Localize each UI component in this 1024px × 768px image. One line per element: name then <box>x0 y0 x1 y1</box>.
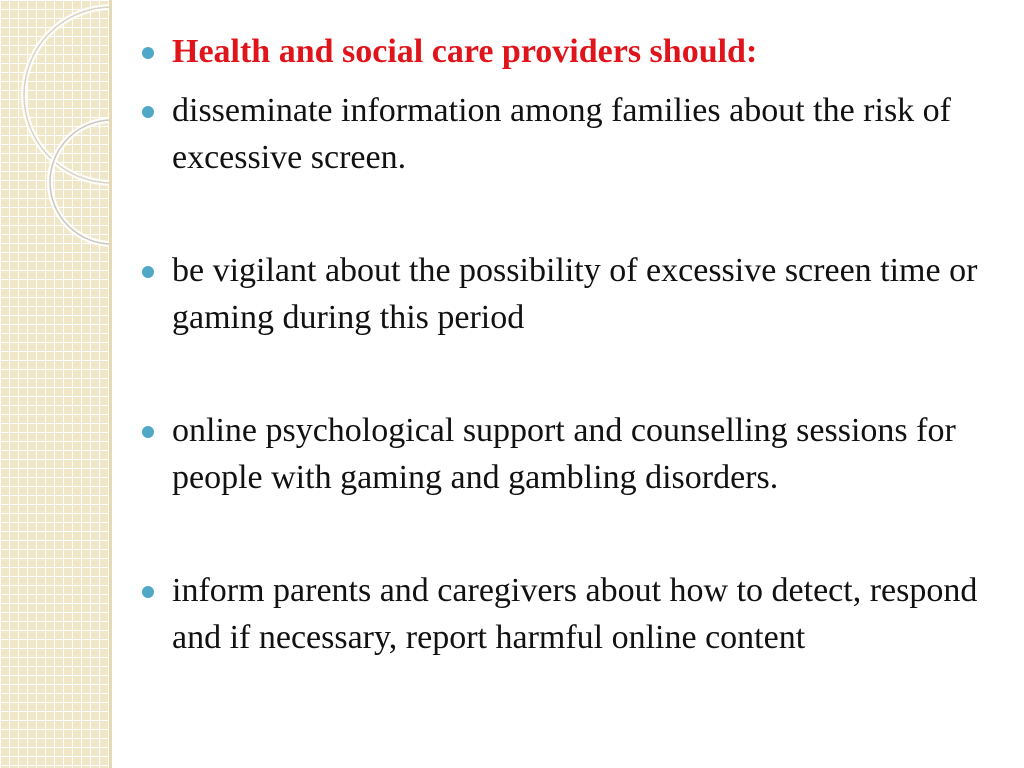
bullet-dot-icon <box>142 106 154 118</box>
slide-heading: Health and social care providers should: <box>172 33 758 70</box>
list-item <box>136 567 996 661</box>
bullet-text: disseminate information among families about the risk of excessive screen. <box>172 92 951 176</box>
bullet-dot-icon <box>142 586 154 598</box>
bullet-list <box>136 28 996 661</box>
ring-decoration-icon <box>0 0 112 260</box>
bullet-dot-icon <box>142 266 154 278</box>
bullet-dot-icon <box>142 47 154 59</box>
list-item <box>136 87 996 181</box>
list-item <box>136 247 996 341</box>
list-item <box>136 407 996 501</box>
list-item-heading <box>136 28 996 75</box>
decorative-side-band <box>0 0 112 768</box>
bullet-text: be vigilant about the possibility of excessive screen time or gaming during this period <box>172 252 978 336</box>
bullet-text: inform parents and caregivers about how to detect, respond and if necessary, report harmful online content <box>172 572 978 656</box>
bullet-dot-icon <box>142 426 154 438</box>
bullet-text: online psychological support and counselling sessions for people with gaming and gambling disorders. <box>172 412 956 496</box>
slide-body <box>136 28 996 758</box>
